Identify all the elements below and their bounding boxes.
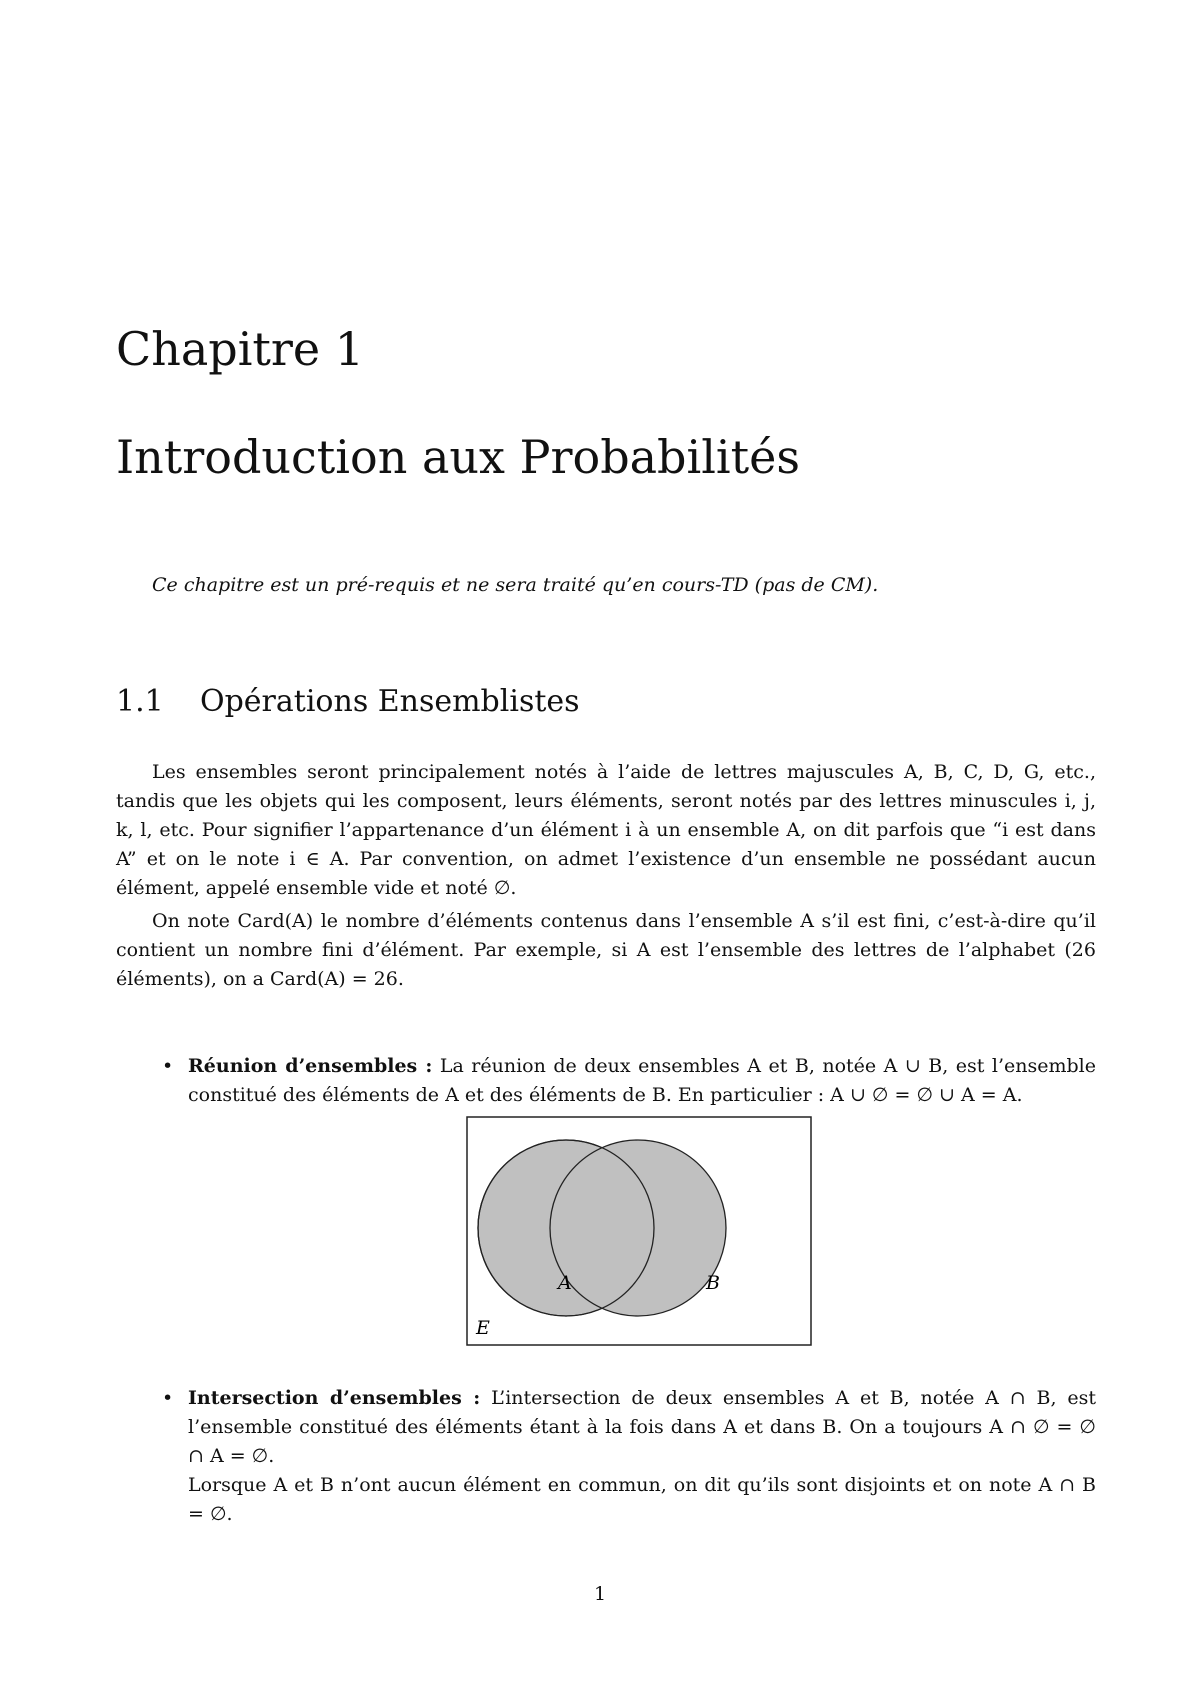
bullet-icon: •: [162, 1055, 174, 1077]
venn-figure: [116, 1116, 1096, 1348]
union-term: Réunion d’ensembles :: [188, 1055, 433, 1077]
chapter-label: Chapitre 1: [116, 322, 364, 376]
paragraph-sets-notation: Les ensembles seront principalement notés à l’aide de lettres majuscules A, B, C, D, G, etc., tandis que les objets qui les composent, leurs éléments, seront notés par des lettres minuscules i, j, k, l, etc. Pour signifier l’appartenance d’un élément i à un ensemble A, on dit parfois que “i est dans A” et on le note i ∈ A. Par convention, on admet l’existence d’un ensemble ne possédant aucun élément, appelé ensemble vide et noté ∅.: [116, 761, 1096, 899]
bullet-icon: •: [162, 1387, 174, 1409]
intersection-text: L’intersection de deux ensembles A et B, notée A ∩ B, est l’ensemble constitué des éléments étant à la fois dans A et dans B. On a toujours A ∩ ∅ = ∅ ∩ A = ∅.: [188, 1387, 1096, 1467]
label-e: E: [476, 1317, 490, 1339]
set-b-circle: [550, 1140, 726, 1316]
disjoint-text: Lorsque A et B n’ont aucun élément en commun, on dit qu’ils sont disjoints et on note A ∩ B = ∅.: [188, 1474, 1096, 1525]
section-title: Opérations Ensemblistes: [200, 684, 580, 719]
union-text: La réunion de deux ensembles A et B, notée A ∪ B, est l’ensemble constitué des éléments de A et des éléments de B. En particulier : A ∪ ∅ = ∅ ∪ A = A.: [188, 1055, 1096, 1106]
section-body: [116, 758, 1096, 998]
venn-diagram: [466, 1116, 812, 1346]
paragraph-cardinality: On note Card(A) le nombre d’éléments contenus dans l’ensemble A s’il est fini, c’est-à-dire qu’il contient un nombre fini d’élément. Par exemple, si A est l’ensemble des lettres de l’alphabet (26 éléments), on a Card(A) = 26.: [116, 910, 1096, 990]
operations-list: [116, 1052, 1096, 1529]
section-heading: [116, 684, 580, 719]
label-b: B: [706, 1272, 720, 1294]
chapter-note: Ce chapitre est un pré-requis et ne sera traité qu’en cours-TD (pas de CM).: [152, 574, 879, 596]
page-number: 1: [593, 1583, 607, 1605]
list-item-union: [116, 1052, 1096, 1110]
list-item-intersection: [116, 1384, 1096, 1529]
chapter-title: Introduction aux Probabilités: [116, 430, 800, 484]
intersection-term: Intersection d’ensembles :: [188, 1387, 481, 1409]
section-number: 1.1: [116, 684, 164, 719]
label-a: A: [558, 1272, 572, 1294]
